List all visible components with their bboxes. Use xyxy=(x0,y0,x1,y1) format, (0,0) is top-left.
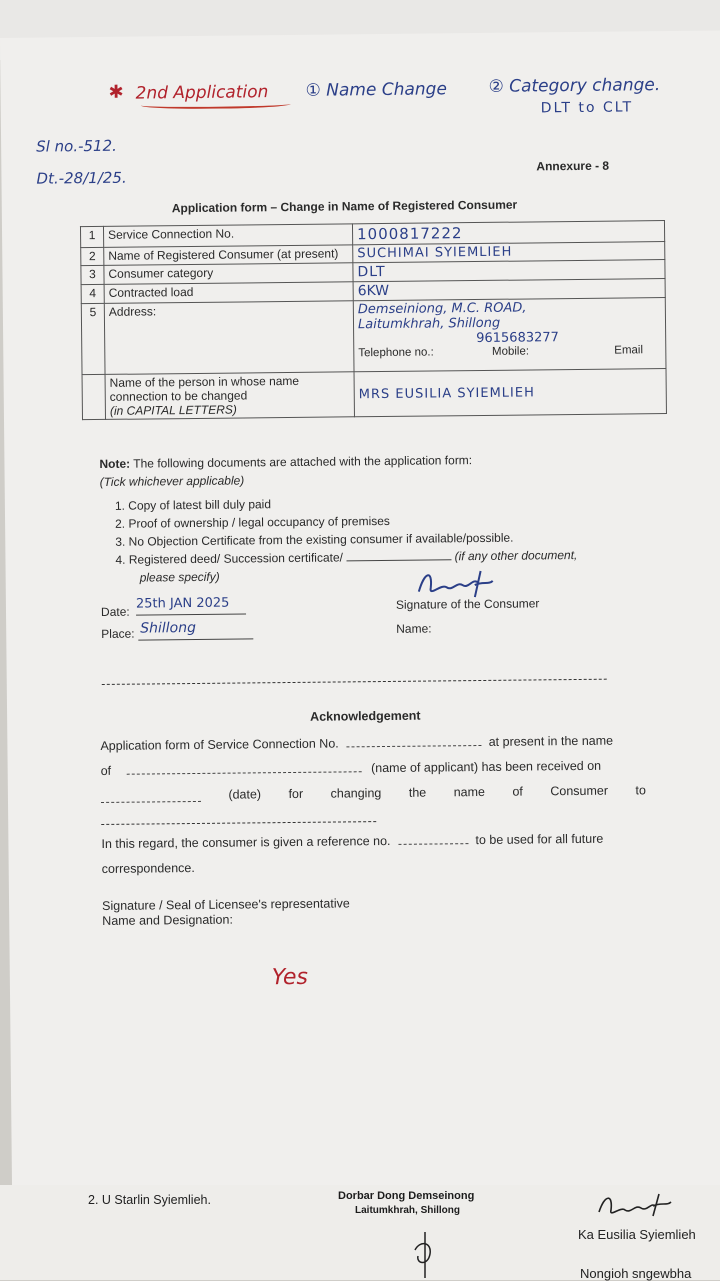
row-label: Consumer category xyxy=(104,263,353,285)
footer-signature xyxy=(595,1190,675,1220)
table-row xyxy=(81,298,666,375)
ack-text: of xyxy=(100,763,112,778)
ack-word: to xyxy=(635,783,646,798)
name-change-label: Name of the person in whose name xyxy=(109,373,300,390)
email-label: Email xyxy=(614,344,644,357)
place-label: Place: xyxy=(101,626,135,641)
ack-word: of xyxy=(512,784,523,799)
note-heading: Note: xyxy=(99,456,131,471)
mobile-number: 9615683277 xyxy=(476,330,559,347)
red-underline xyxy=(141,100,291,110)
table-row xyxy=(82,369,666,420)
name-change-label: (in CAPITAL LETTERS) xyxy=(109,402,237,418)
ack-text: (name of applicant) has been received on xyxy=(370,758,602,776)
address-line-1: Demseiniong, M.C. ROAD, xyxy=(357,300,527,318)
annexure-label: Annexure - 8 xyxy=(536,158,610,174)
application-form-page xyxy=(0,30,720,1197)
registered-consumer-value: SUCHIMAI SYIEMLIEH xyxy=(357,244,513,262)
note-tick-instruction: (Tick whichever applicable) xyxy=(99,473,245,489)
category-change-note: ② Category change. xyxy=(488,75,661,97)
scribble-mark xyxy=(410,1230,440,1280)
mobile-label: Mobile: xyxy=(491,345,530,358)
ack-text: at present in the name xyxy=(488,733,614,749)
date-line xyxy=(136,613,246,615)
row-number: 5 xyxy=(81,303,105,374)
contracted-load-value: 6KW xyxy=(357,282,390,300)
ack-word: name xyxy=(453,784,486,800)
licensee-signature-label: Signature / Seal of Licensee's representative xyxy=(102,896,350,913)
stamp-line-1: Dorbar Dong Demseinong xyxy=(338,1190,475,1202)
star-mark: ✱ xyxy=(108,81,124,103)
row-number: 4 xyxy=(81,284,104,303)
list-item: 1. Copy of latest bill duly paid xyxy=(114,497,272,513)
ack-word: (date) xyxy=(228,787,262,802)
place-line xyxy=(138,638,253,640)
ack-text: to be used for all future xyxy=(475,831,604,848)
name-change-label: connection to be changed xyxy=(109,388,248,404)
address-line-2: Laitumkhrah, Shillong xyxy=(357,315,501,333)
list-item-text: (if any other document, xyxy=(454,547,578,564)
acknowledgement-title: Acknowledgement xyxy=(310,708,421,724)
ack-line-5 xyxy=(101,831,646,851)
document-list xyxy=(115,492,578,587)
ack-word: for xyxy=(288,786,304,802)
blank-line xyxy=(101,821,376,825)
serial-number-note: Sl no.-512. xyxy=(36,136,117,156)
yes-note: Yes xyxy=(271,964,309,991)
row-number: 2 xyxy=(81,247,104,265)
date-blank xyxy=(101,788,201,803)
list-item: 2. Proof of ownership / legal occupancy of premises xyxy=(115,513,390,531)
row-label: Service Connection No. xyxy=(103,224,352,248)
ack-word: the xyxy=(408,785,427,800)
date-label: Date: xyxy=(100,604,130,619)
name-label: Name: xyxy=(396,621,432,636)
form-table xyxy=(80,220,667,420)
footer-right-name: Ka Eusilia Syiemlieh xyxy=(578,1227,696,1242)
designation-label: Name and Designation: xyxy=(102,912,233,928)
form-title: Application form – Change in Name of Registered Consumer xyxy=(171,197,518,216)
stamp-line-2: Laitumkhrah, Shillong xyxy=(355,1205,461,1216)
footer-right-note: Nongioh sngewbha xyxy=(580,1266,692,1281)
ack-text: Application form of Service Connection No. xyxy=(100,736,339,753)
row-number: 1 xyxy=(80,226,103,247)
ack-line-3 xyxy=(101,783,646,803)
row-label: Name of Registered Consumer (at present) xyxy=(104,245,353,266)
dlt-to-clt-note: DLT to CLT xyxy=(540,99,634,117)
date-value: 25th JAN 2025 xyxy=(135,595,230,612)
ack-text: In this regard, the consumer is given a reference no. xyxy=(101,833,391,851)
telephone-label: Telephone no.: xyxy=(358,346,434,360)
ack-word: Consumer xyxy=(550,783,609,799)
name-change-note: ① Name Change xyxy=(305,79,447,101)
cut-line xyxy=(102,679,607,685)
second-application-note: 2nd Application xyxy=(135,82,269,104)
consumer-category-value: DLT xyxy=(357,263,386,281)
ack-line-2 xyxy=(101,758,646,778)
list-item-text: 4. Registered deed/ Succession certificate/ xyxy=(115,550,344,567)
service-connection-value: 1000817222 xyxy=(356,224,463,244)
signature-label: Signature of the Consumer xyxy=(395,596,540,612)
place-value: Shillong xyxy=(140,619,197,637)
note-text: The following documents are attached with the application form: xyxy=(133,453,473,471)
ack-word: changing xyxy=(330,786,382,801)
row-label: Contracted load xyxy=(104,282,353,304)
ack-line-6: correspondence. xyxy=(101,861,195,876)
list-item: please specify) xyxy=(139,569,220,585)
list-item: 3. No Objection Certificate from the existing consumer if available/possible. xyxy=(115,530,514,549)
row-number: 3 xyxy=(81,265,104,284)
row-label: Address: xyxy=(104,301,354,375)
ack-line-1 xyxy=(100,733,645,753)
dated-note: Dt.-28/1/25. xyxy=(36,168,127,188)
footer-left-name: 2. U Starlin Syiemlieh. xyxy=(88,1193,211,1207)
new-name-value: MRS EUSILIA SYIEMLIEH xyxy=(358,384,535,402)
